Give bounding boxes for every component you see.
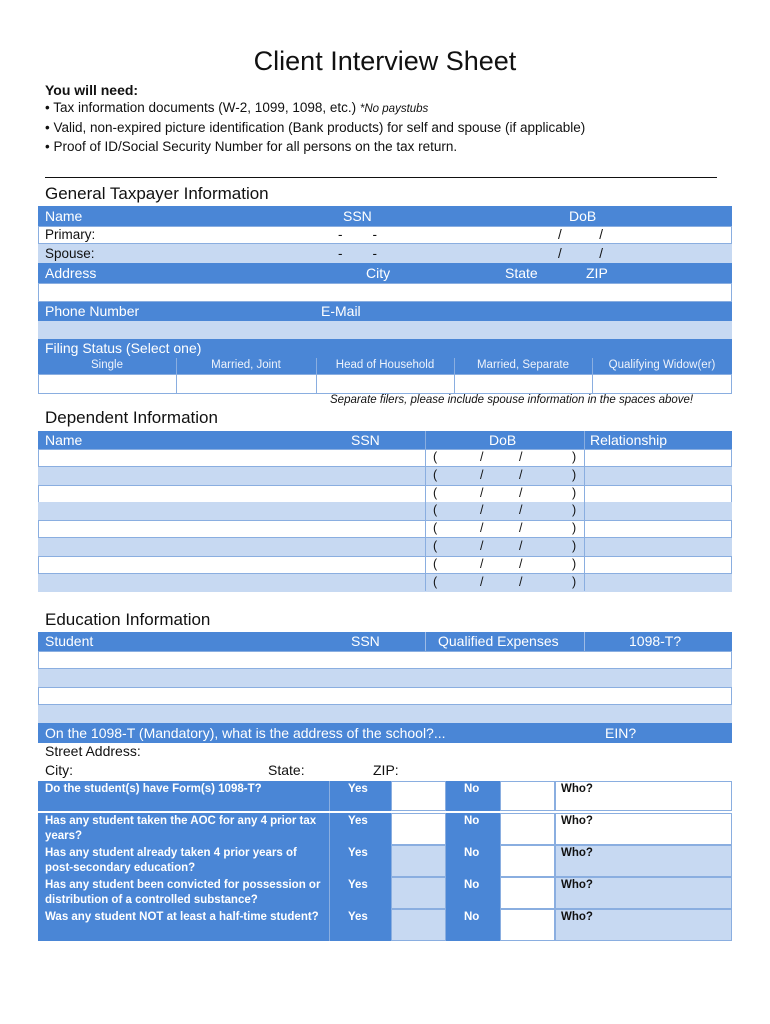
email-header: E-Mail <box>321 303 361 319</box>
dob-mark: / <box>519 574 523 589</box>
primary-row[interactable] <box>38 226 732 244</box>
phone-header: Phone Number <box>45 303 140 319</box>
yes-checkbox[interactable] <box>391 781 446 811</box>
dob-mark: / <box>519 556 523 571</box>
needs-item <box>45 100 428 115</box>
needs-item-text: • Tax information documents (W-2, 1099, 1098, etc.) <box>45 100 357 115</box>
edu-ssn-header: SSN <box>351 633 380 649</box>
separate-filers-note: Separate filers, please include spouse information in the spaces above! <box>330 394 694 406</box>
no-label: No <box>464 879 480 891</box>
page-title: Client Interview Sheet <box>253 46 517 76</box>
no-checkbox[interactable] <box>500 909 555 941</box>
dob-mark: / <box>480 574 484 589</box>
state-header: State <box>505 265 538 281</box>
question-text: Do the student(s) have Form(s) 1098-T? <box>45 783 262 795</box>
divider <box>454 358 455 394</box>
filing-option[interactable]: Head of Household <box>335 359 435 371</box>
yes-checkbox[interactable] <box>391 813 446 845</box>
dep-ssn-header: SSN <box>351 432 380 448</box>
question-text: Has any student already taken 4 prior years of post-secondary education? <box>45 847 297 874</box>
who-label: Who? <box>561 783 593 795</box>
spouse-dob: / / <box>558 246 604 261</box>
dob-mark: ( <box>433 503 438 518</box>
divider <box>584 431 585 591</box>
dependent-row[interactable] <box>38 574 732 592</box>
spouse-label: Spouse: <box>45 246 95 261</box>
no-checkbox[interactable] <box>500 877 555 909</box>
primary-label: Primary: <box>45 227 96 242</box>
ssn-header: SSN <box>343 208 372 224</box>
dependent-row[interactable] <box>38 556 732 574</box>
no-checkbox[interactable] <box>500 781 555 811</box>
dob-mark: ) <box>572 574 577 589</box>
dob-mark: / <box>480 503 484 518</box>
street-address-label: Street Address: <box>45 743 141 759</box>
yes-label: Yes <box>348 911 368 923</box>
primary-dob: / / <box>558 227 604 242</box>
address-input-row[interactable] <box>38 283 732 302</box>
student-header: Student <box>45 633 94 649</box>
phone-header-row <box>38 302 732 321</box>
needs-item: • Proof of ID/Social Security Number for all persons on the tax return. <box>45 139 458 154</box>
dob-mark: / <box>519 450 523 464</box>
no-label: No <box>464 783 480 795</box>
student-row[interactable] <box>38 669 732 687</box>
filing-checkbox-married-joint[interactable] <box>176 375 315 393</box>
yes-label: Yes <box>348 815 368 827</box>
dob-mark: / <box>480 539 484 553</box>
no-checkbox[interactable] <box>500 813 555 845</box>
section-heading-education: Education Information <box>45 610 211 629</box>
yes-label: Yes <box>348 783 368 795</box>
dob-mark: ) <box>572 485 577 500</box>
dob-mark: / <box>519 467 523 482</box>
dob-mark: ) <box>572 467 577 482</box>
filing-option[interactable]: Married, Separate <box>476 359 570 371</box>
who-label: Who? <box>561 879 593 891</box>
yes-checkbox[interactable] <box>391 845 446 877</box>
spouse-ssn: - - <box>338 246 377 261</box>
yes-checkbox[interactable] <box>391 909 446 941</box>
who-label: Who? <box>561 847 593 859</box>
dependent-row[interactable] <box>38 538 732 556</box>
name-header: Name <box>45 208 83 224</box>
dependent-row[interactable] <box>38 449 732 467</box>
dob-mark: ) <box>572 539 577 553</box>
no-label: No <box>464 911 480 923</box>
dob-mark: ( <box>433 556 438 571</box>
dob-mark: / <box>480 485 484 500</box>
dep-name-header: Name <box>45 432 83 448</box>
state-label: State: <box>268 762 305 778</box>
divider <box>316 358 317 394</box>
no-label: No <box>464 815 480 827</box>
phone-input-row[interactable] <box>38 321 732 339</box>
dependent-row[interactable] <box>38 502 732 520</box>
dob-mark: ) <box>572 521 577 536</box>
section-heading-general: General Taxpayer Information <box>45 184 269 203</box>
dob-mark: ( <box>433 539 438 553</box>
city-label: City: <box>45 762 73 778</box>
dob-mark: / <box>519 503 523 518</box>
student-row[interactable] <box>38 705 732 723</box>
dob-mark: ( <box>433 467 438 482</box>
question-text: Has any student taken the AOC for any 4 prior tax years? <box>45 815 317 842</box>
dob-mark: / <box>519 485 523 500</box>
education-header-row <box>38 632 732 651</box>
filing-option[interactable]: Qualifying Widow(er) <box>608 359 716 371</box>
dep-rel-header: Relationship <box>590 432 668 448</box>
dependent-row[interactable] <box>38 485 732 503</box>
filing-option[interactable]: Married, Joint <box>211 359 281 371</box>
yes-label: Yes <box>348 879 368 891</box>
dob-mark: ( <box>433 450 438 464</box>
general-header-row <box>38 206 732 226</box>
needs-heading: You will need: <box>45 82 139 98</box>
dob-mark: ( <box>433 521 438 536</box>
dob-mark: / <box>519 539 523 553</box>
question-text: Has any student been convicted for possession or distribution of a controlled substance? <box>45 879 321 906</box>
who-label: Who? <box>561 815 593 827</box>
dob-mark: ) <box>572 556 577 571</box>
filing-header: Filing Status (Select one) <box>45 340 202 356</box>
dob-mark: / <box>480 556 484 571</box>
no-checkbox[interactable] <box>500 845 555 877</box>
dob-mark: ) <box>572 503 577 518</box>
ein-header: EIN? <box>605 725 637 741</box>
zip-header: ZIP <box>586 265 608 281</box>
dependent-row[interactable] <box>38 520 732 538</box>
dependent-row[interactable] <box>38 467 732 485</box>
city-header: City <box>366 265 391 281</box>
no-label: No <box>464 847 480 859</box>
paystubs-note: *No paystubs <box>359 103 429 115</box>
divider <box>45 177 717 178</box>
dob-mark: / <box>480 450 484 464</box>
dep-dob-header: DoB <box>489 432 517 448</box>
divider <box>425 431 426 591</box>
filing-select-row <box>38 374 732 394</box>
divider <box>584 632 585 651</box>
yes-checkbox[interactable] <box>391 877 446 909</box>
dob-mark: / <box>519 521 523 536</box>
divider <box>425 632 426 651</box>
dob-mark: ( <box>433 574 438 589</box>
dob-mark: / <box>480 467 484 482</box>
qualified-expenses-header: Qualified Expenses <box>438 633 559 649</box>
dob-mark: ) <box>572 450 577 464</box>
address-header: Address <box>45 265 97 281</box>
dob-mark: / <box>480 521 484 536</box>
needs-item: • Valid, non-expired picture identification (Bank products) for self and spouse (if applicable) <box>45 120 586 135</box>
dob-header: DoB <box>569 208 597 224</box>
student-row[interactable] <box>38 687 732 705</box>
question-text: Was any student NOT at least a half-time student? <box>45 911 319 923</box>
filing-option[interactable]: Single <box>91 359 123 371</box>
section-heading-dependent: Dependent Information <box>45 408 218 427</box>
divider <box>592 358 593 394</box>
zip-label: ZIP: <box>373 762 399 778</box>
school-address-question: On the 1098-T (Mandatory), what is the address of the school?... <box>45 725 446 741</box>
primary-ssn: - - <box>338 227 377 242</box>
spouse-row[interactable] <box>38 244 732 263</box>
dob-mark: ( <box>433 485 438 500</box>
yes-label: Yes <box>348 847 368 859</box>
student-row[interactable] <box>38 651 732 669</box>
f1098t-header: 1098-T? <box>629 633 682 649</box>
who-label: Who? <box>561 911 593 923</box>
